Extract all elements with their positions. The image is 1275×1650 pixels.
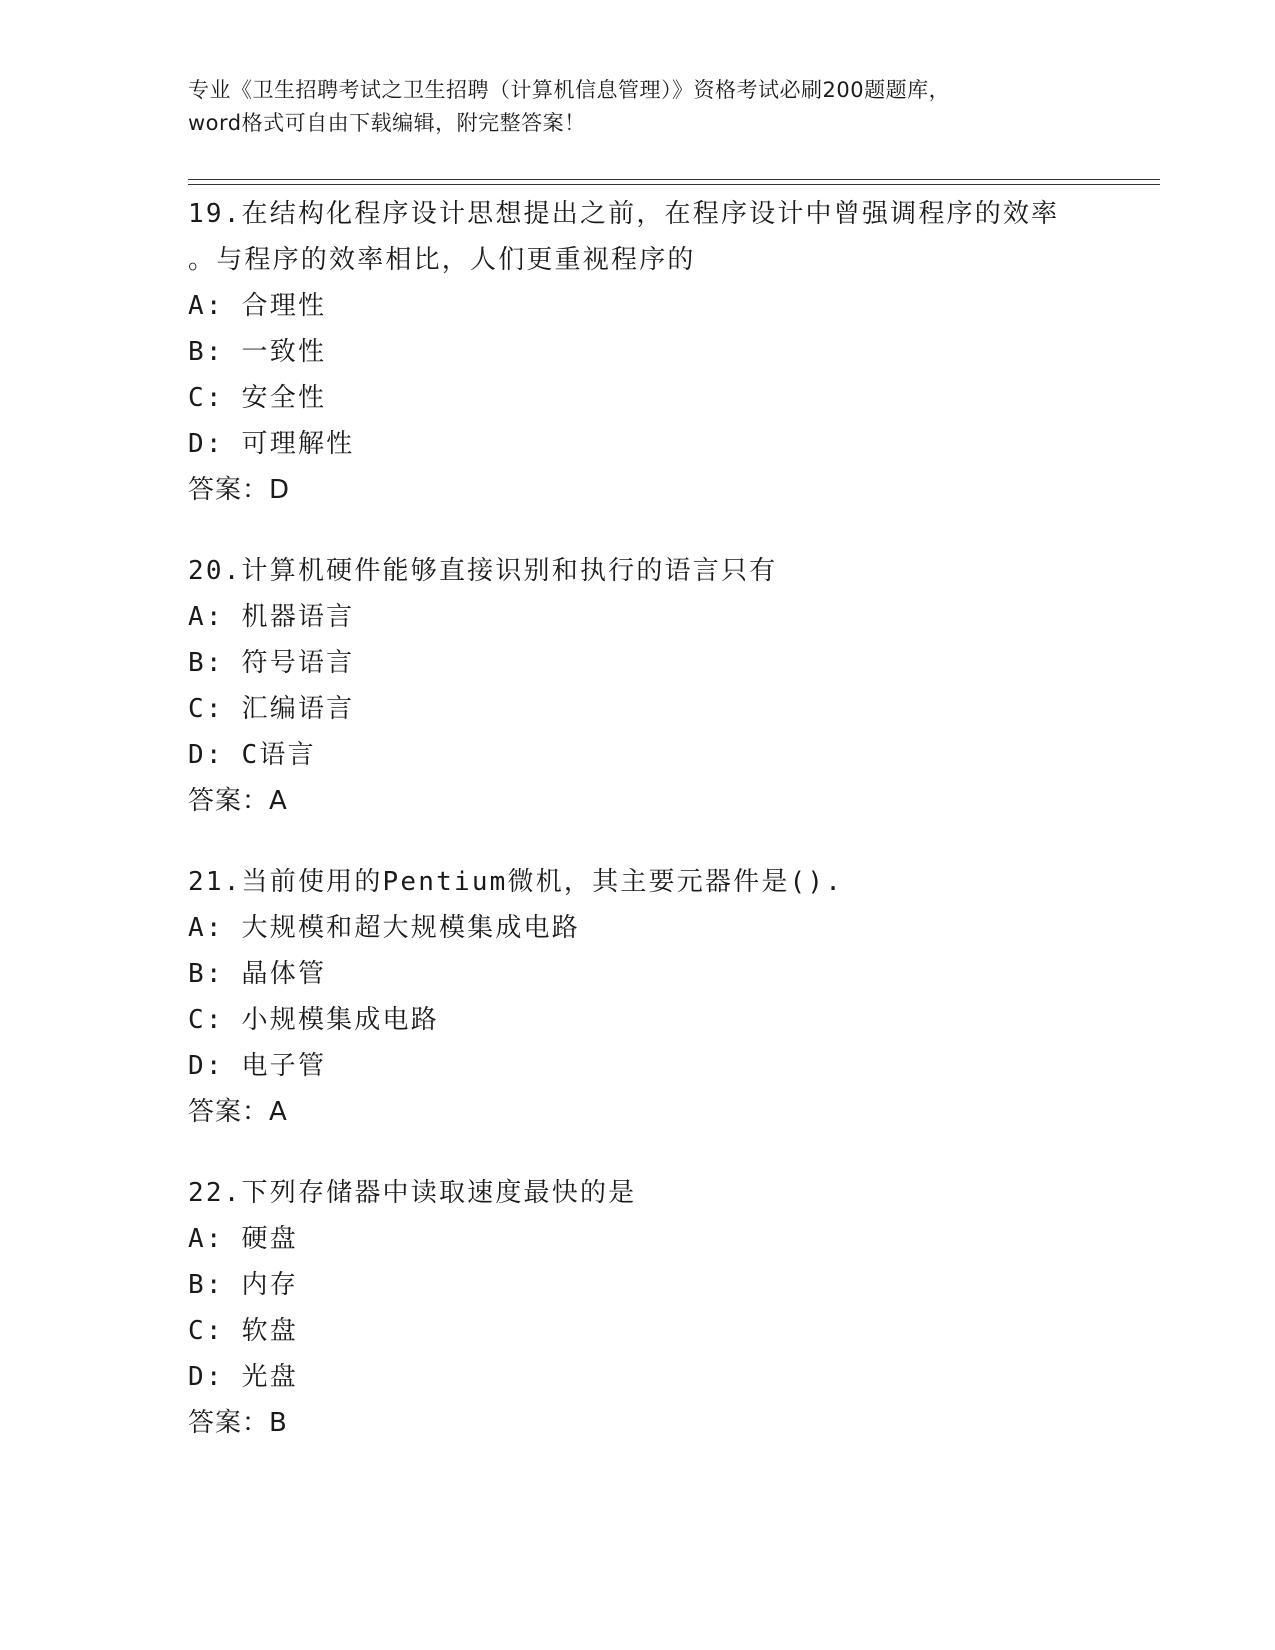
header-divider-top — [188, 179, 1160, 180]
option-d: D: 电子管 — [188, 1051, 327, 1081]
answer-text: 答案：D — [188, 475, 291, 505]
question-text: 21.当前使用的Pentium微机，其主要元器件是(). — [188, 867, 844, 897]
option-b: B: 符号语言 — [188, 648, 355, 678]
option-a: A: 大规模和超大规模集成电路 — [188, 913, 580, 943]
question-21 — [188, 859, 1138, 1135]
question-text-continued: 。与程序的效率相比，人们更重视程序的 — [188, 245, 696, 275]
header-divider-bottom — [188, 184, 1160, 185]
option-c: C: 安全性 — [188, 383, 327, 413]
answer-text: 答案：A — [188, 1097, 288, 1127]
option-d: D: 可理解性 — [188, 429, 355, 459]
question-22 — [188, 1170, 1138, 1446]
question-19 — [188, 191, 1138, 513]
question-list — [188, 191, 1138, 1481]
header-line-1: 专业《卫生招聘考试之卫生招聘（计算机信息管理）》资格考试必刷200题题库， — [188, 78, 951, 102]
question-text: 20.计算机硬件能够直接识别和执行的语言只有 — [188, 556, 778, 586]
answer-text: 答案：B — [188, 1408, 288, 1438]
option-b: B: 晶体管 — [188, 959, 327, 989]
option-d: D: 光盘 — [188, 1362, 298, 1392]
header-line-2: word格式可自由下载编辑，附完整答案！ — [188, 111, 586, 135]
question-20 — [188, 548, 1138, 824]
option-a: A: 机器语言 — [188, 602, 355, 632]
option-c: C: 汇编语言 — [188, 694, 355, 724]
question-text: 22.下列存储器中读取速度最快的是 — [188, 1178, 637, 1208]
option-c: C: 小规模集成电路 — [188, 1005, 439, 1035]
option-d: D: C语言 — [188, 740, 316, 770]
document-header — [188, 74, 1088, 140]
option-c: C: 软盘 — [188, 1316, 298, 1346]
option-b: B: 内存 — [188, 1270, 298, 1300]
answer-text: 答案：A — [188, 786, 288, 816]
question-text: 19.在结构化程序设计思想提出之前，在程序设计中曾强调程序的效率 — [188, 199, 1060, 229]
option-a: A: 合理性 — [188, 291, 327, 321]
option-b: B: 一致性 — [188, 337, 327, 367]
option-a: A: 硬盘 — [188, 1224, 298, 1254]
